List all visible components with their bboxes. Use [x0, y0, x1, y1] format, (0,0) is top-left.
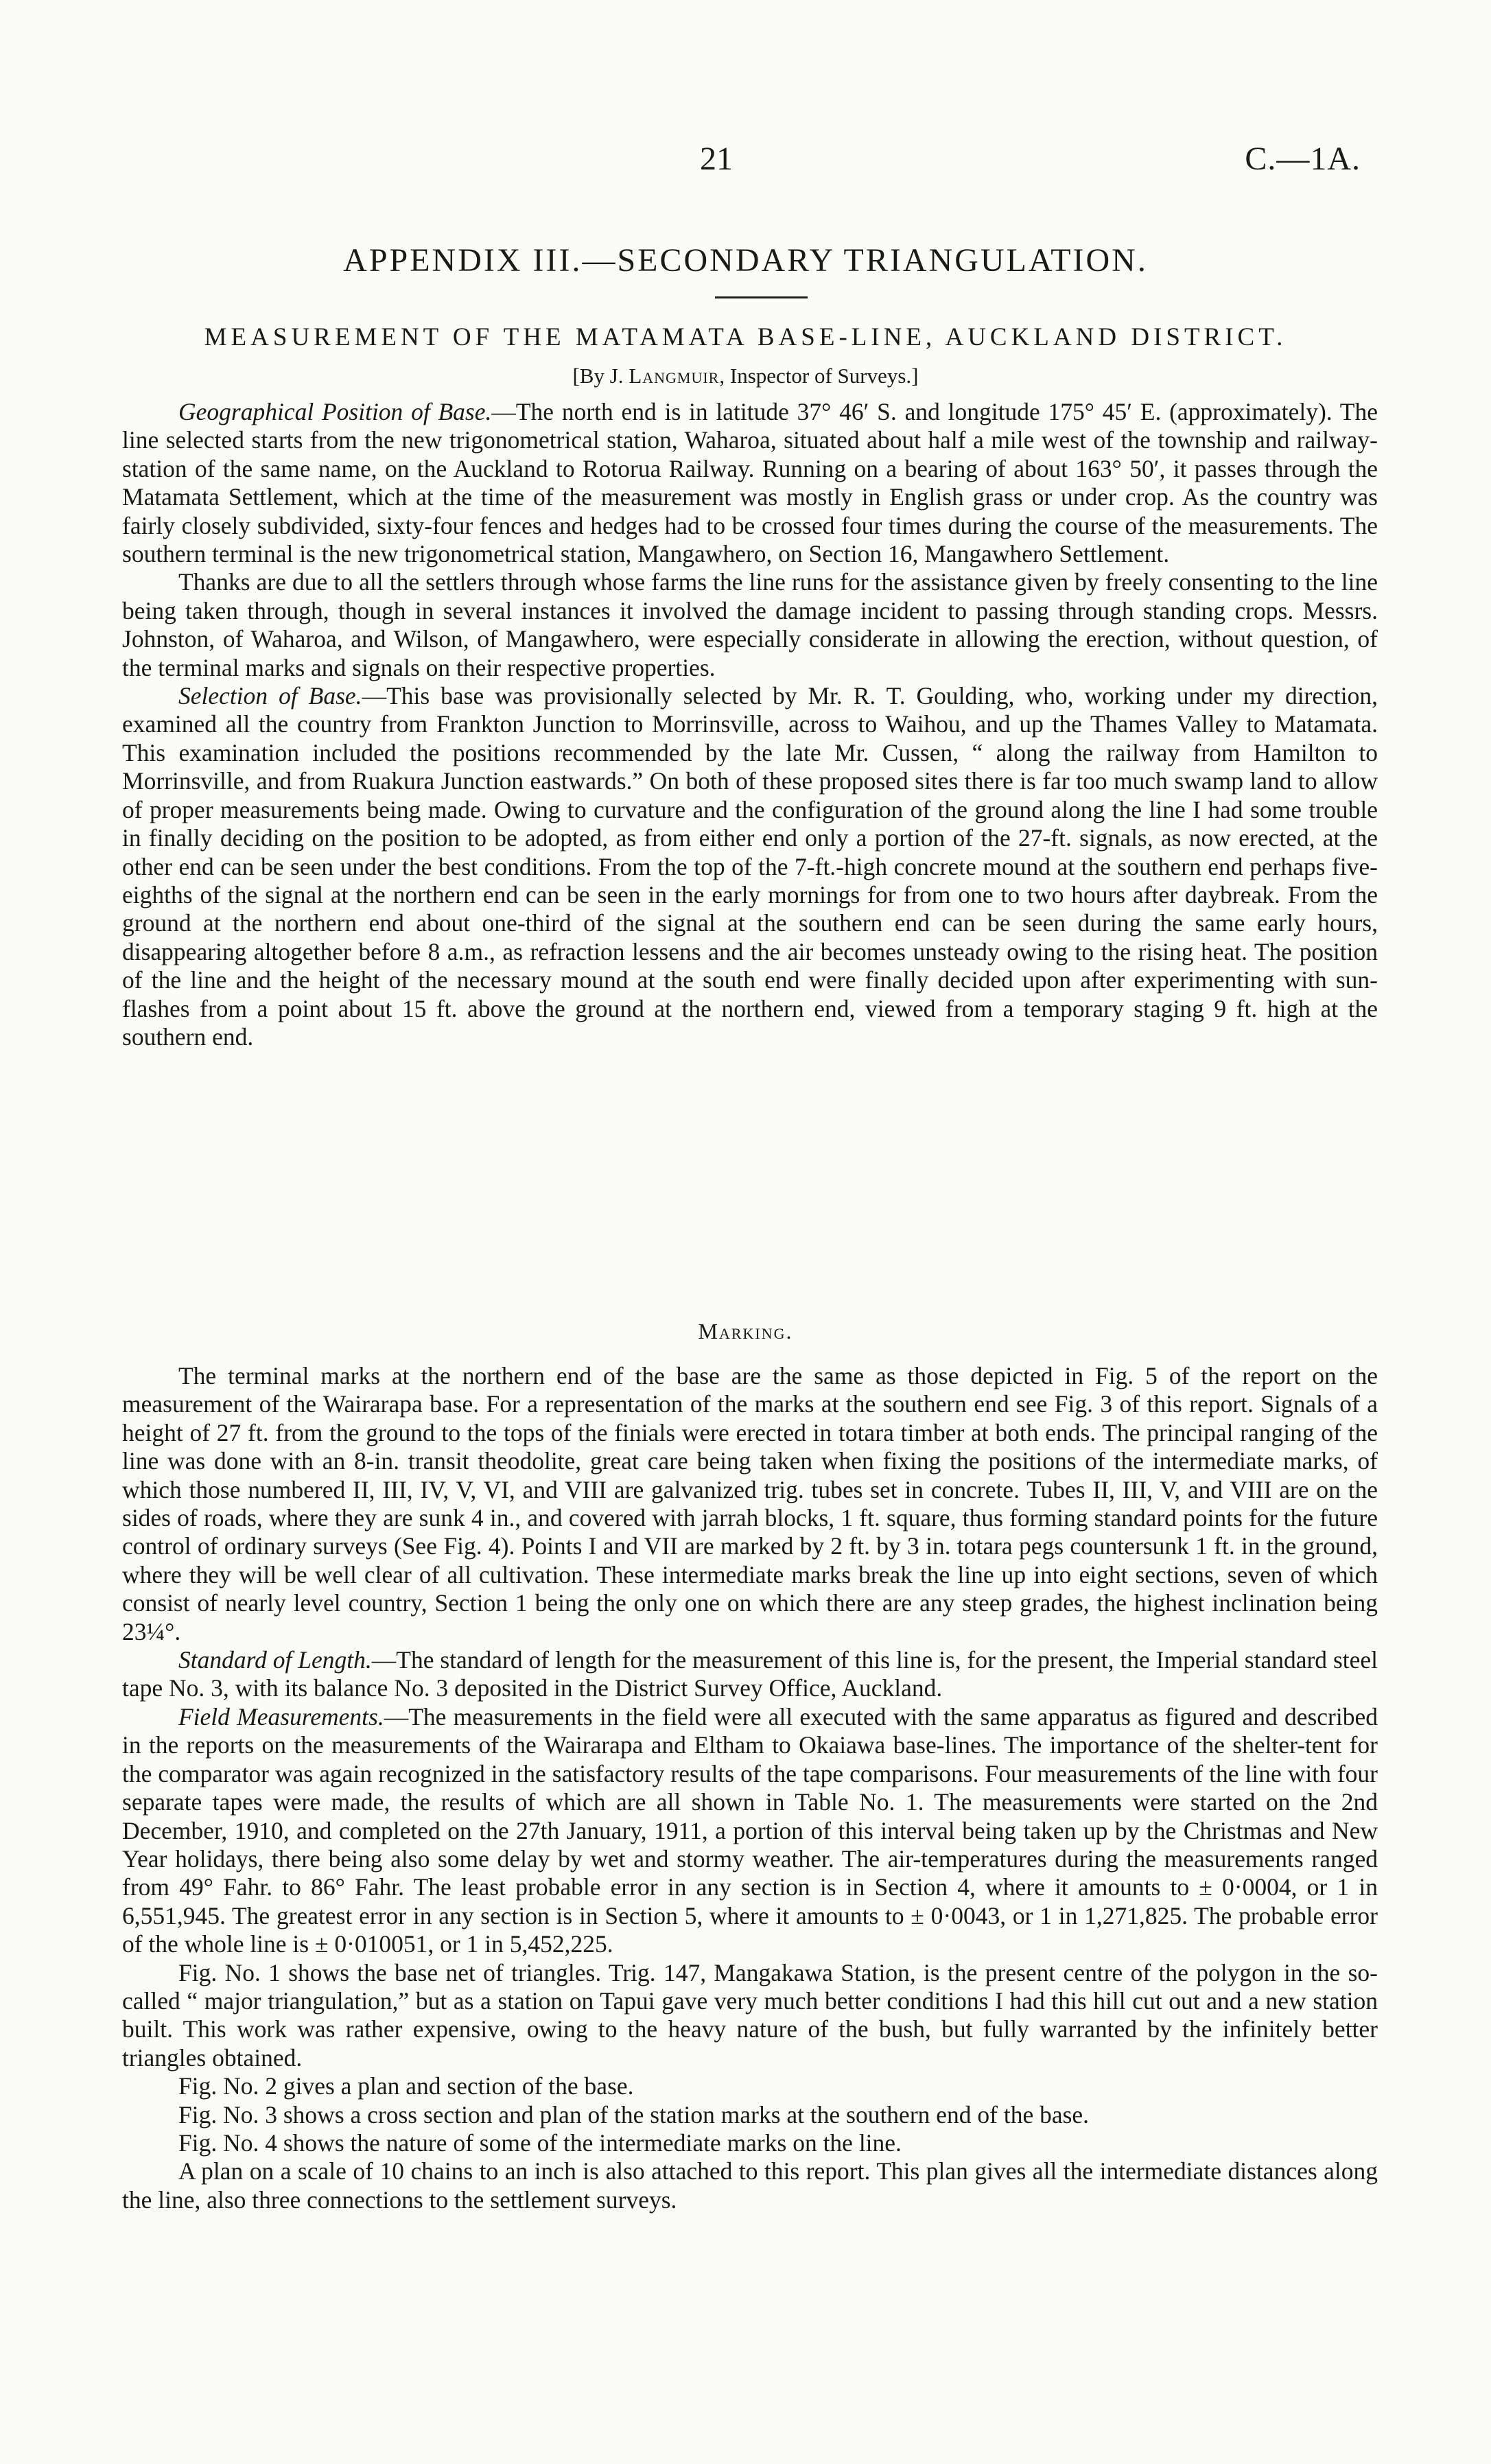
paragraph-terminal-marks [122, 1362, 1378, 1646]
section-marking [122, 1362, 1378, 2214]
paragraph-fig-2 [122, 2072, 1378, 2100]
paragraph-fig-3 [122, 2101, 1378, 2129]
paragraph-thanks [122, 568, 1378, 682]
paragraph-label: Standard of Length. [178, 1646, 372, 1674]
paragraph-plan [122, 2157, 1378, 2214]
paragraph-text: —The measurements in the field were all executed with the same apparatus as figured and described in the reports on the measurements of the Wairarapa and Eltham to Okaiawa base-lines. The importance of the shelter-tent for the comparator was again recognized in the satisfactory results of the tape comparisons. Four measurements of the line with four separate tapes were made, the results of which are all shown in Table No. 1. The measurements were started on the 2nd December, 1910, and completed on the 27th January, 1911, a portion of this interval being taken up by the Christmas and New Year holidays, there being also some delay by wet and stormy weather. The air-temperatures during the measurements ranged from 49° Fahr. to 86° Fahr. The least probable error in any section is in Section 4, where it amounts to ± 0·0004, or 1 in 6,551,945. The greatest error in any section is in Section 5, where it amounts to ± 0·0043, or 1 in 1,271,825. The probable error of the whole line is ± 0·010051, or 1 in 5,452,225. [122, 1702, 1378, 1958]
byline-suffix: , Inspector of Surveys.] [719, 364, 919, 388]
document-reference: C.—1A. [1245, 141, 1361, 177]
paragraph-text: Fig. No. 1 shows the base net of triangles. Trig. 147, Mangakawa Station, is the present centre of the polygon in the so-called “ major triangulation,” but as a station on Tapui gave very much better conditions I had this hill cut out and a new station built. This work was rather expensive, owing to the heavy nature of the bush, but fully warranted by the infinitely better triangles obtained. [122, 1958, 1378, 2072]
appendix-title: APPENDIX III.—SECONDARY TRIANGULATION. [343, 242, 1148, 279]
paragraph-text: Fig. No. 3 shows a cross section and plan of the station marks at the southern end of the base. [178, 2100, 1090, 2128]
paragraph-selection-of-base [122, 682, 1378, 1051]
paragraph-text: A plan on a scale of 10 chains to an inch is also attached to this report. This plan gives all the intermediate distances along the line, also three connections to the settlement surveys. [122, 2157, 1378, 2214]
paragraph-text: —The north end is in latitude 37° 46′ S. and longitude 175° 45′ E. (approximately). The line selected starts from the new trigonometrical station, Waharoa, situated about half a mile west of the township and railway-station of the same name, on the Auckland to Rotorua Railway. Running on a bearing of about 163° 50′, it passes through the Matamata Settlement, which at the time of the measurement was mostly in English grass or under crop. As the country was fairly closely subdivided, sixty-four fences and hedges had to be crossed four times during the course of the measurements. The southern terminal is the new trigonometrical station, Mangawhero, on Section 16, Mangawhero Settlement. [122, 398, 1378, 568]
paragraph-text: The terminal marks at the northern end of the base are the same as those depicted in Fig. 5 of the report on the measurement of the Wairarapa base. For a representation of the marks at the southern end see Fig. 3 of this report. Signals of a height of 27 ft. from the ground to the tops of the finials were erected in totara timber at both ends. The principal ranging of the line was done with an 8-in. transit theodolite, great care being taken when fixing the positions of the intermediate marks, of which those numbered II, III, IV, V, VI, and VIII are galvanized trig. tubes set in concrete. Tubes II, III, V, and VIII are on the sides of roads, where they are sunk 4 in., and covered with jarrah blocks, 1 ft. square, thus forming standard points for the future control of ordinary surveys (See Fig. 4). Points I and VII are marked by 2 ft. by 3 in. totara pegs countersunk 1 ft. in the ground, where they will be well clear of all cultivation. These intermediate marks break the line up into eight sections, seven of which consist of nearly level country, Section 1 being the only one on which there are any steep grades, the highest inclination being 23¼°. [122, 1362, 1378, 1645]
paragraph-text: Fig. No. 2 gives a plan and section of the base. [178, 2072, 634, 2100]
paragraph-label: Geographical Position of Base. [178, 398, 492, 425]
report-subtitle: MEASUREMENT OF THE MATAMATA BASE-LINE, AUCKLAND DISTRICT. [204, 323, 1287, 351]
byline-prefix: [By J. [572, 364, 629, 388]
section-heading-marking: Marking. [698, 1319, 793, 1344]
paragraph-standard-of-length [122, 1646, 1378, 1703]
paragraph-text: —The standard of length for the measurement of this line is, for the present, the Imperial standard steel tape No. 3, with its balance No. 3 deposited in the District Survey Office, Auckland. [122, 1646, 1378, 1702]
title-rule [715, 296, 808, 298]
paragraph-text: Fig. No. 4 shows the nature of some of the intermediate marks on the line. [178, 2128, 902, 2157]
paragraph-field-measurements [122, 1703, 1378, 1959]
paragraph-geographical-position [122, 398, 1378, 568]
paragraph-text: Thanks are due to all the settlers through whose farms the line runs for the assistance given by freely consenting to the line being taken through, though in several instances it involved the damage incident to passing through standing crops. Messrs. Johnston, of Waharoa, and Wilson, of Mangawhero, were especially considerate in allowing the erection, without question, of the terminal marks and signals on their respective properties. [122, 568, 1378, 681]
paragraph-text: —This base was provisionally selected by Mr. R. T. Goulding, who, working under my direction, examined all the country from Frankton Junction to Morrinsville, across to Waihou, and up the Thames Valley to Matamata. This examination included the positions recommended by the late Mr. Cussen, “ along the railway from Hamilton to Morrinsville, and from Ruakura Junction eastwards.” On both of these proposed sites there is far too much swamp land to allow of proper measurements being made. Owing to curvature and the configuration of the ground along the line I had some trouble in finally deciding on the position to be adopted, as from either end only a portion of the 27-ft. signals, as now erected, at the other end can be seen under the best conditions. From the top of the 7-ft.-high concrete mound at the southern end perhaps five-eighths of the signal at the northern end can be seen in the early mornings for from one to two hours after daybreak. From the ground at the northern end about one-third of the signal at the southern end can be seen during the same early hours, disappearing altogether before 8 a.m., as refraction lessens and the air becomes unsteady owing to the rising heat. The position of the line and the height of the necessary mound at the south end were finally decided upon after experimenting with sun-flashes from a point about 15 ft. above the ground at the northern end, viewed from a temporary staging 9 ft. high at the southern end. [122, 682, 1378, 1051]
paragraph-fig-1 [122, 1959, 1378, 2073]
paragraph-label: Field Measurements. [178, 1702, 384, 1730]
paragraph-fig-4 [122, 2129, 1378, 2157]
paragraph-label: Selection of Base. [178, 682, 362, 710]
byline-author: Langmuir [629, 364, 720, 388]
section-base-description [122, 398, 1378, 1051]
byline [0, 364, 1491, 388]
page-number: 21 [700, 141, 733, 177]
